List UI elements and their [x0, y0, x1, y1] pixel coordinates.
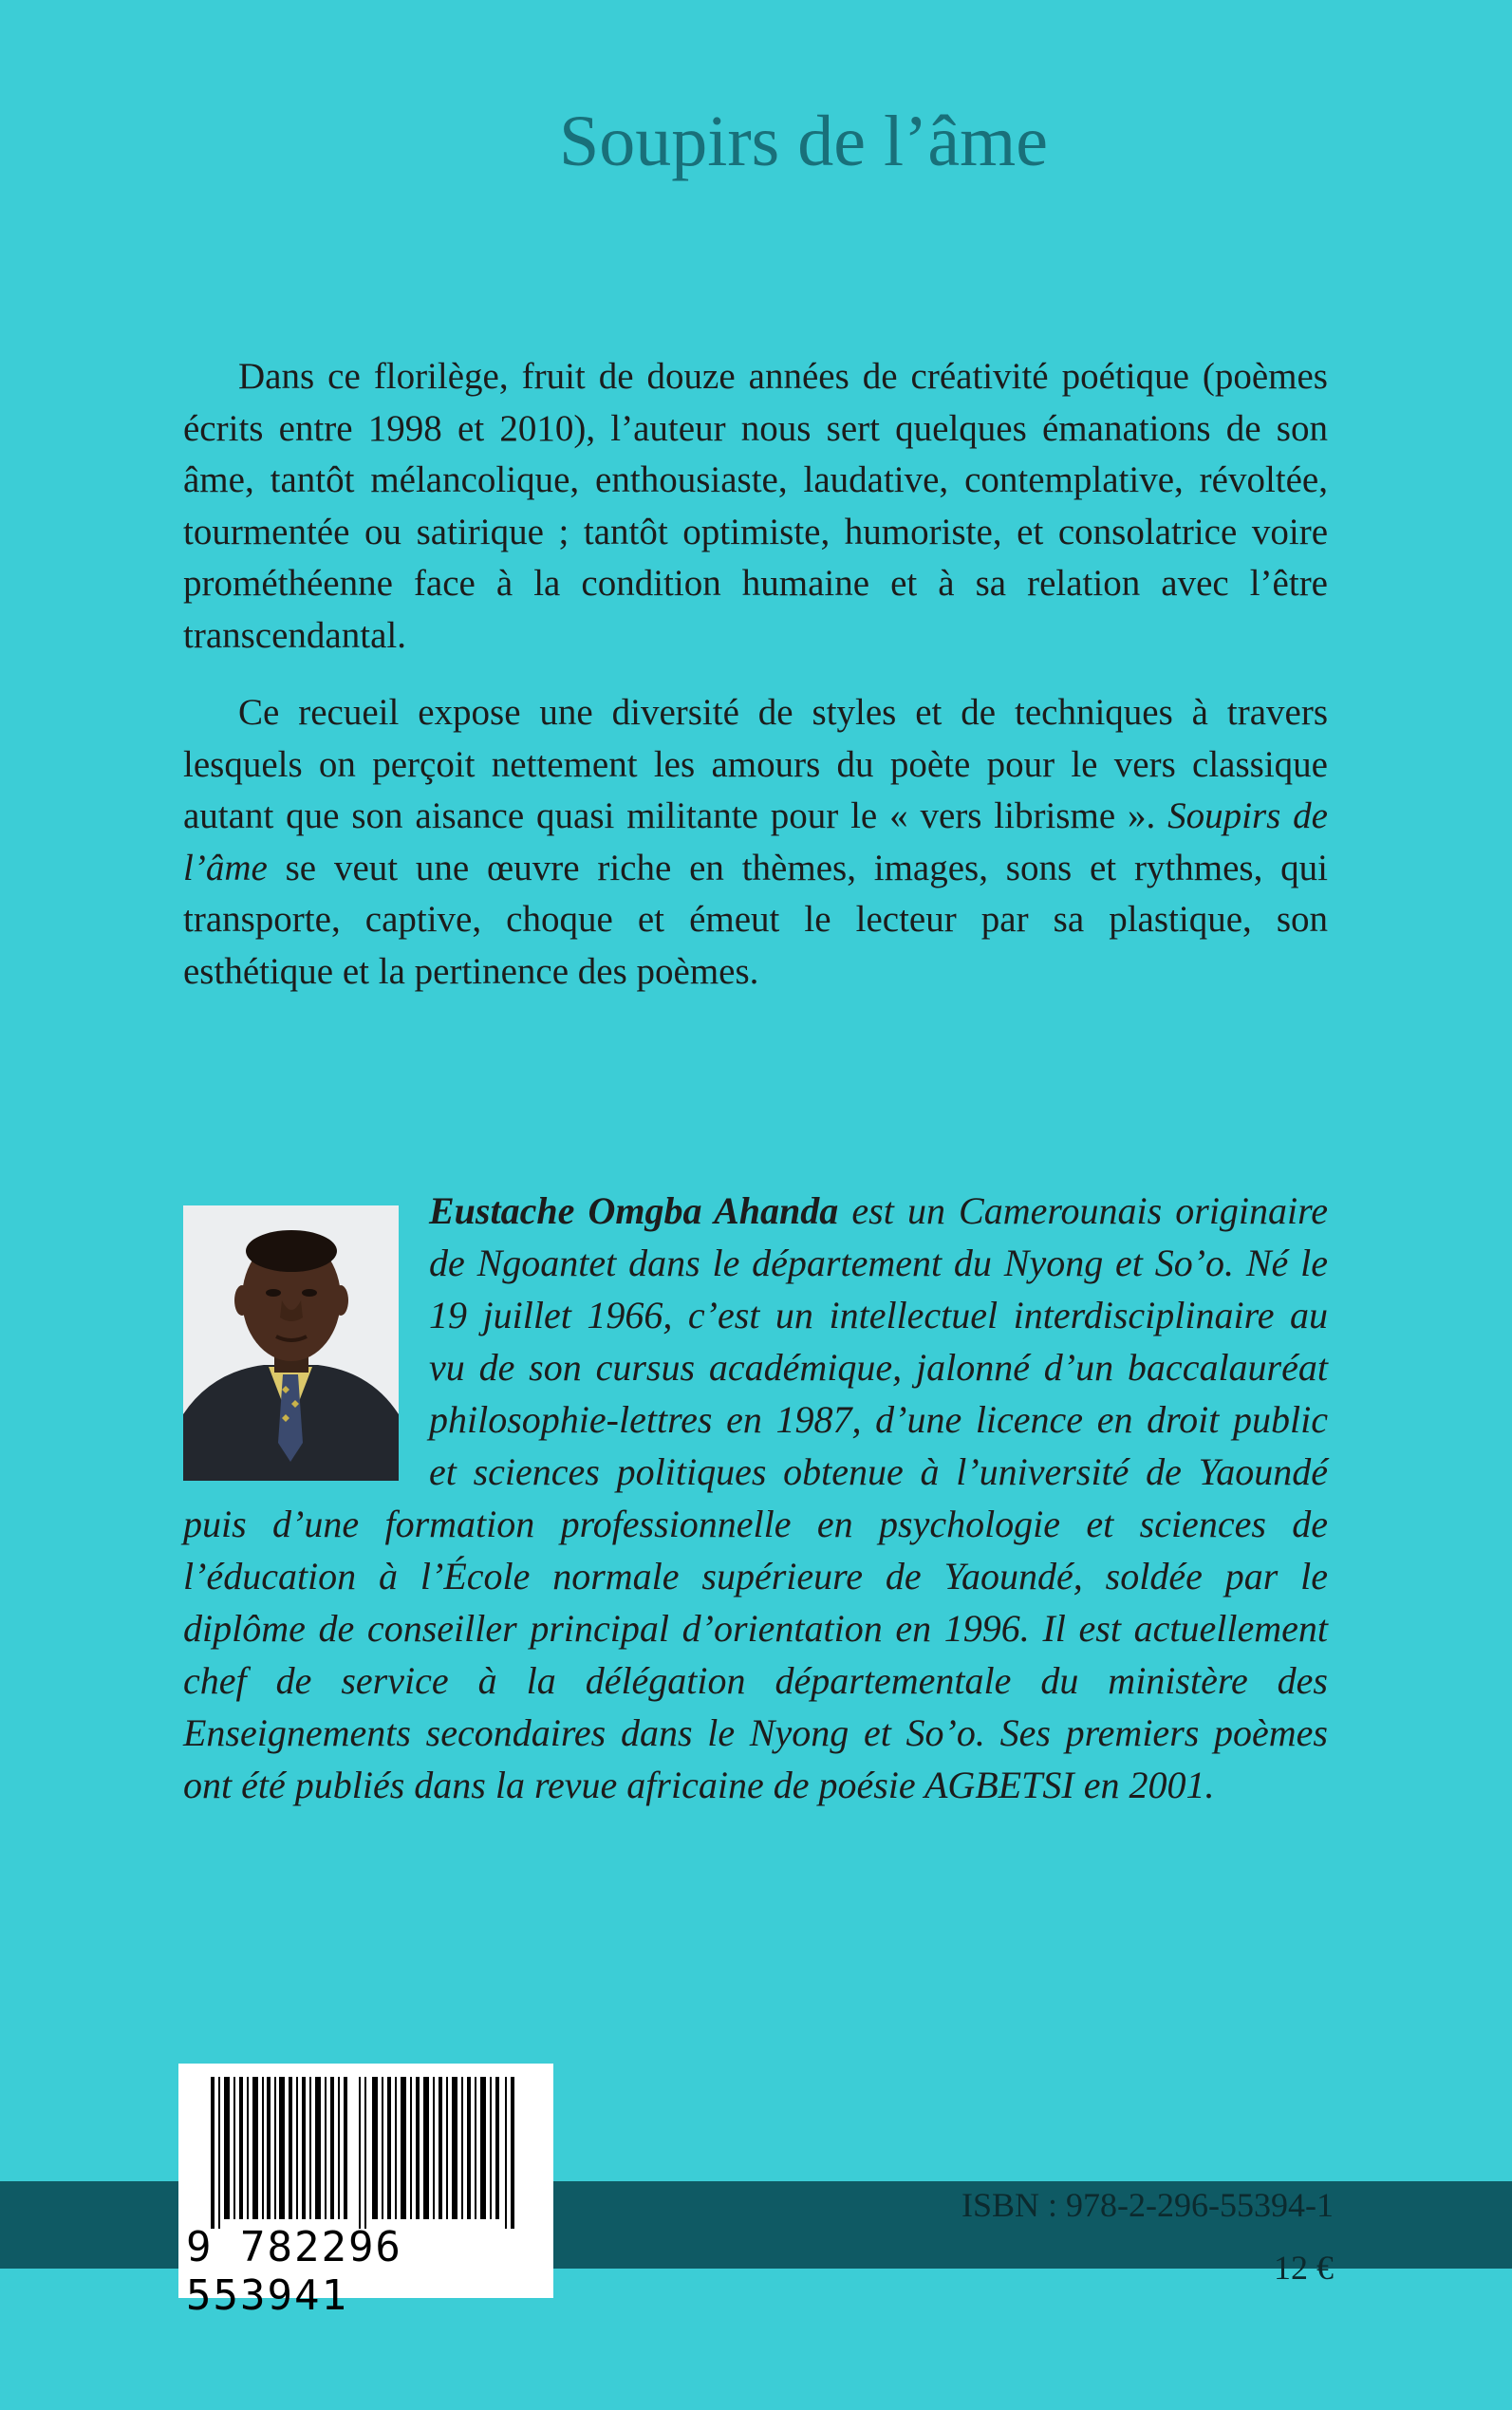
author-portrait-image	[183, 1205, 399, 1481]
author-bio-body: est un Camerounais originaire de Ngoantet dans le département du Nyong et So’o. Né le 19 juillet 1966, c’est un intellectuel interdisciplinaire au vu de son cursus académique, jalonné d’un baccalauréat philosophie-lettres en 1987, d’une licence en droit public et sciences politiques obtenue à l’université de Yaoundé puis d’une formation professionnelle en psychologie et sciences de l’éducation à l’École normale supérieure de Yaoundé, soldée par le diplôme de conseiller principal d’orientation en 1996. Il est actuellement chef de service à la délégation départementale du ministère des Enseignements secondaires dans le Nyong et So’o. Ses premiers poèmes ont été publiés dans la revue africaine de poésie AGBETSI en 2001.	[183, 1189, 1328, 1806]
isbn: ISBN : 978-2-296-55394-1	[961, 2186, 1334, 2224]
author-name: Eustache Omgba Ahanda	[429, 1189, 839, 1232]
price: 12 €	[1274, 2249, 1334, 2287]
author-photo	[183, 1205, 399, 1481]
blurb-paragraph-2-start: Ce recueil expose une diversité de styles et de techniques à travers lesquels on perçoit nettement les amours du poète pour le vers classique autant que son aisance quasi militante pour le « vers librisme ».	[183, 692, 1328, 836]
blurb-paragraph-2-end: se veut une œuvre riche en thèmes, images, sons et rythmes, qui transporte, captive, choque et émeut le lecteur par sa plastique, son esthétique et la pertinence des poèmes.	[183, 847, 1328, 992]
blurb-paragraph-1: Dans ce florilège, fruit de douze années de créativité poétique (poèmes écrits entre 1998 et 2010), l’auteur nous sert quelques émanations de son âme, tantôt mélancolique, enthousiaste, laudative, contemplative, révoltée, tourmentée ou satirique ; tantôt optimiste, humoriste, et consolatrice voire prométhéenne face à la condition humaine et à sa relation avec l’être transcendantal.	[183, 356, 1328, 656]
blurb-paragraph-2	[183, 687, 1328, 998]
book-title: Soupirs de l’âme	[558, 102, 1048, 181]
blurb-title-reference: Soupirs de l’âme	[183, 795, 1328, 888]
author-bio-section	[183, 1185, 1328, 1811]
blurb-section	[183, 351, 1328, 1023]
barcode	[178, 2064, 553, 2320]
barcode-number: 9 782296 553941	[186, 2223, 402, 2320]
